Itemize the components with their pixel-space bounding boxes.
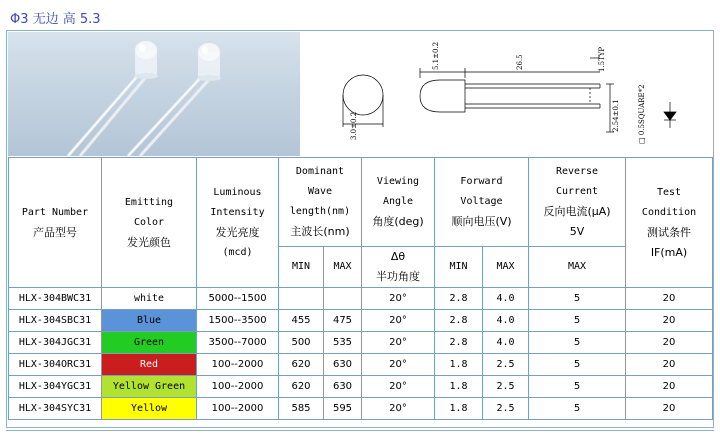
cell-condition: 20 [626,288,713,310]
dim-body-length: 5.1±0.2 [432,41,440,70]
cell-wl-min: 455 [279,310,324,332]
cell-i-max: 5 [529,354,626,376]
cell-v-min: 2.8 [435,310,483,332]
cell-color: Green [102,332,197,354]
cell-intensity: 100--2000 [197,376,279,398]
cell-v-min: 1.8 [435,376,483,398]
cell-i-max: 5 [529,376,626,398]
cell-wl-max [324,288,362,310]
cell-wl-min: 585 [279,398,324,420]
table-row [9,398,713,420]
dim-diameter: 3.0±0.2 [350,111,358,140]
dimension-drawing [300,32,712,156]
cell-color: Yellow [102,398,197,420]
cell-angle: 20° [362,332,435,354]
cell-v-min: 2.8 [435,288,483,310]
header-v-max: MAX [483,247,529,288]
cell-wl-max: 595 [324,398,362,420]
cell-angle: 20° [362,310,435,332]
cell-condition: 20 [626,332,713,354]
header-viewing-angle: Viewing Angle 角度(deg) [362,158,435,247]
header-forward-voltage: Forward Voltage 顺向电压(V) [435,158,529,247]
dim-lead-square: □ 0.5SQUARE*2 [638,84,646,144]
header-reverse-current: Reverse Current 反向电流(μA) 5V [529,158,626,247]
cell-i-max: 5 [529,332,626,354]
cell-v-max: 2.5 [483,398,529,420]
header-wl-min: MIN [279,247,324,288]
cell-color: Blue [102,310,197,332]
dim-lead-pitch: 2.54±0.1 [612,99,620,132]
cell-intensity: 5000--1500 [197,288,279,310]
cell-part: HLX-304SYC31 [9,398,102,420]
header-i-max: MAX [529,247,626,288]
cell-part: HLX-304ORC31 [9,354,102,376]
cell-angle: 20° [362,288,435,310]
cell-v-max: 2.5 [483,376,529,398]
cell-v-min: 1.8 [435,398,483,420]
diode-symbol-icon [664,102,676,128]
header-luminous-intensity: Luminous Intensity 发光亮度 (mcd) [197,158,279,288]
cell-angle: 20° [362,376,435,398]
header-v-min: MIN [435,247,483,288]
cell-v-max: 4.0 [483,288,529,310]
cell-i-max: 5 [529,288,626,310]
table-row [9,288,713,310]
cell-wl-max: 535 [324,332,362,354]
cell-condition: 20 [626,376,713,398]
led-dimension-svg [300,32,712,156]
cell-v-min: 1.8 [435,354,483,376]
header-dominant-wavelength: Dominant Wave length(nm) 主波长(nm) [279,158,362,247]
cell-intensity: 100--2000 [197,398,279,420]
cell-wl-max: 630 [324,376,362,398]
cell-v-min: 2.8 [435,332,483,354]
cell-v-max: 4.0 [483,310,529,332]
cell-color: white [102,288,197,310]
cell-intensity: 3500--7000 [197,332,279,354]
led-spec-table [8,157,713,420]
cell-part: HLX-304BWC31 [9,288,102,310]
header-part-number: Part Number 产品型号 [9,158,102,288]
led-product-photo [8,32,300,156]
table-row [9,376,713,398]
top-view-circle [343,75,383,115]
cell-color: Yellow Green [102,376,197,398]
dim-lead-length: 26.5 [516,54,524,70]
divider [6,430,714,431]
cell-condition: 20 [626,354,713,376]
cell-i-max: 5 [529,310,626,332]
cell-angle: 20° [362,398,435,420]
cell-wl-max: 630 [324,354,362,376]
table-row [9,354,713,376]
cell-wl-min: 620 [279,354,324,376]
dim-flange: 1.5TYP [598,46,606,72]
cell-v-max: 4.0 [483,332,529,354]
table-row [9,332,713,354]
header-emitting-color: Emitting Color 发光颜色 [102,158,197,288]
cell-condition: 20 [626,310,713,332]
cell-part: HLX-304JGC31 [9,332,102,354]
cell-v-max: 2.5 [483,354,529,376]
cell-wl-min: 620 [279,376,324,398]
side-view-body [420,80,465,112]
header-test-condition: Test Condition 测试条件 IF(mA) [626,158,713,288]
cell-wl-max: 475 [324,310,362,332]
header-wl-max: MAX [324,247,362,288]
cell-wl-min: 500 [279,332,324,354]
cell-wl-min [279,288,324,310]
cell-color: Red [102,354,197,376]
cell-intensity: 1500--3500 [197,310,279,332]
page-title: Φ3 无边 高 5.3 [10,12,101,27]
cell-intensity: 100--2000 [197,354,279,376]
led-photo-illustration [8,32,300,156]
cell-angle: 20° [362,354,435,376]
header-angle-sub: Δθ 半功角度 [362,247,435,288]
table-row [9,310,713,332]
cell-i-max: 5 [529,398,626,420]
cell-part: HLX-304SBC31 [9,310,102,332]
cell-part: HLX-304YGC31 [9,376,102,398]
cell-condition: 20 [626,398,713,420]
